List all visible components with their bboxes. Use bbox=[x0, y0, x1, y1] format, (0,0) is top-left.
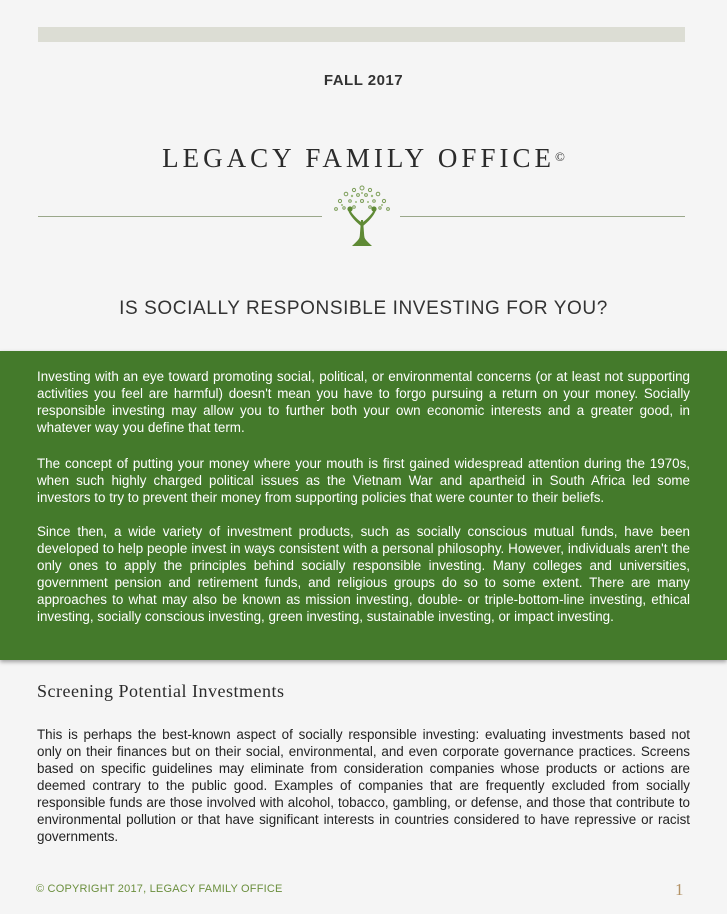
brand-divider-left bbox=[38, 216, 322, 217]
intro-panel bbox=[0, 351, 727, 660]
brand-title bbox=[0, 143, 727, 174]
footer-copyright: © COPYRIGHT 2017, LEGACY FAMILY OFFICE bbox=[36, 883, 283, 895]
brand-divider-right bbox=[400, 216, 685, 217]
section-paragraph: This is perhaps the best-known aspect of socially responsible investing: evaluating investments based not only on their finances but on their social, environmental, and even corporate governance practices. Screens based on specific guidelines may eliminate from consideration companies whose products or actions are deemed contrary to the public good. Examples of companies that are frequently excluded from socially responsible funds are those involved with alcohol, tobacco, gambling, or defense, and those that contribute to environmental pollution or that have significant interests in countries considered to have repressive or racist governments. bbox=[37, 727, 690, 844]
page-number: 1 bbox=[675, 880, 684, 899]
intro-paragraph-1: Investing with an eye toward promoting social, political, or environmental concerns (or at least not supporting activities you feel are harmful) doesn't mean you have to forgo pursuing a return on your money. Socially responsible investing may allow you to further both your own economic interests and a greater good, in whatever way you define that term. bbox=[37, 369, 690, 435]
header-decorative-bar bbox=[38, 27, 685, 42]
issue-season: FALL 2017 bbox=[323, 72, 404, 89]
article-headline: IS SOCIALLY RESPONSIBLE INVESTING FOR YOU? bbox=[119, 298, 608, 319]
tree-icon bbox=[326, 182, 398, 248]
intro-paragraph-2: The concept of putting your money where your mouth is first gained widespread attention during the 1970s, when such highly charged political issues as the Vietnam War and apartheid in South Africa led some investors to try to prevent their money from supporting policies that were counter to their beliefs. bbox=[37, 456, 690, 505]
brand-name: LEGACY FAMILY OFFICE bbox=[162, 143, 555, 173]
copyright-mark: © bbox=[554, 149, 565, 164]
intro-paragraph-3: Since then, a wide variety of investment products, such as socially conscious mutual funds, have been developed to help people invest in ways consistent with a personal philosophy. However, individuals aren't the only ones to apply the principles behind socially responsible investing. Many colleges and universities, government pension and retirement funds, and religious groups do so to some extent. There are many approaches to what may also be known as mission investing, double- or triple-bottom-line investing, ethical investing, socially conscious investing, green investing, sustainable investing, or impact investing. bbox=[37, 524, 690, 624]
section-heading: Screening Potential Investments bbox=[37, 681, 285, 701]
